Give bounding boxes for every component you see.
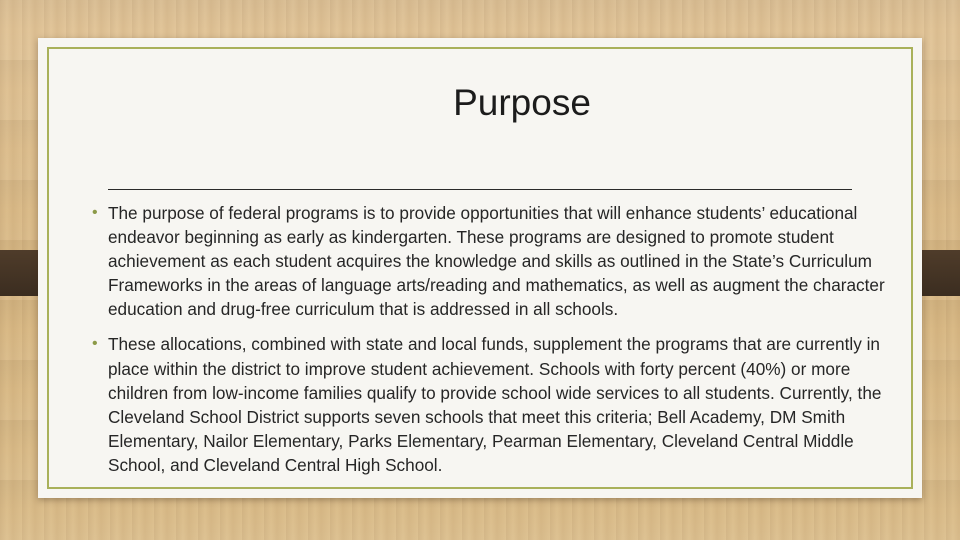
bullet-text: The purpose of federal programs is to provide opportunities that will enhance students’ educational endeavor beginning as early as kindergarten. These programs are designed to promote student achievement as each student acquires the knowledge and skills as outlined in the State’s Curriculum Frameworks in the areas of language arts/reading and mathematics, as well as augment the character education and drug-free curriculum that is addressed in all schools. — [108, 203, 885, 320]
bullet-dot-icon: • — [92, 335, 98, 353]
background-dark-band-right — [920, 250, 960, 296]
slide-panel — [38, 38, 922, 498]
bullet-list — [92, 201, 900, 488]
bullet-dot-icon: • — [92, 204, 98, 221]
bullet-item — [92, 332, 900, 477]
slide-title: Purpose — [453, 82, 591, 123]
title-divider — [108, 189, 852, 190]
background-dark-band-left — [0, 250, 40, 296]
bullet-item — [92, 201, 900, 321]
bullet-text: These allocations, combined with state and local funds, supplement the programs that are currently in place within the district to improve student achievement. Schools with forty percent (40%) or more children from low-income families qualify to provide school wide services to all students. Currently, the Cleveland School District supports seven schools that meet this criteria; Bell Academy, DM Smith Elementary, Nailor Elementary, Parks Elementary, Pearman Elementary, Cleveland Central Middle School, and Cleveland Central High School. — [108, 334, 882, 475]
